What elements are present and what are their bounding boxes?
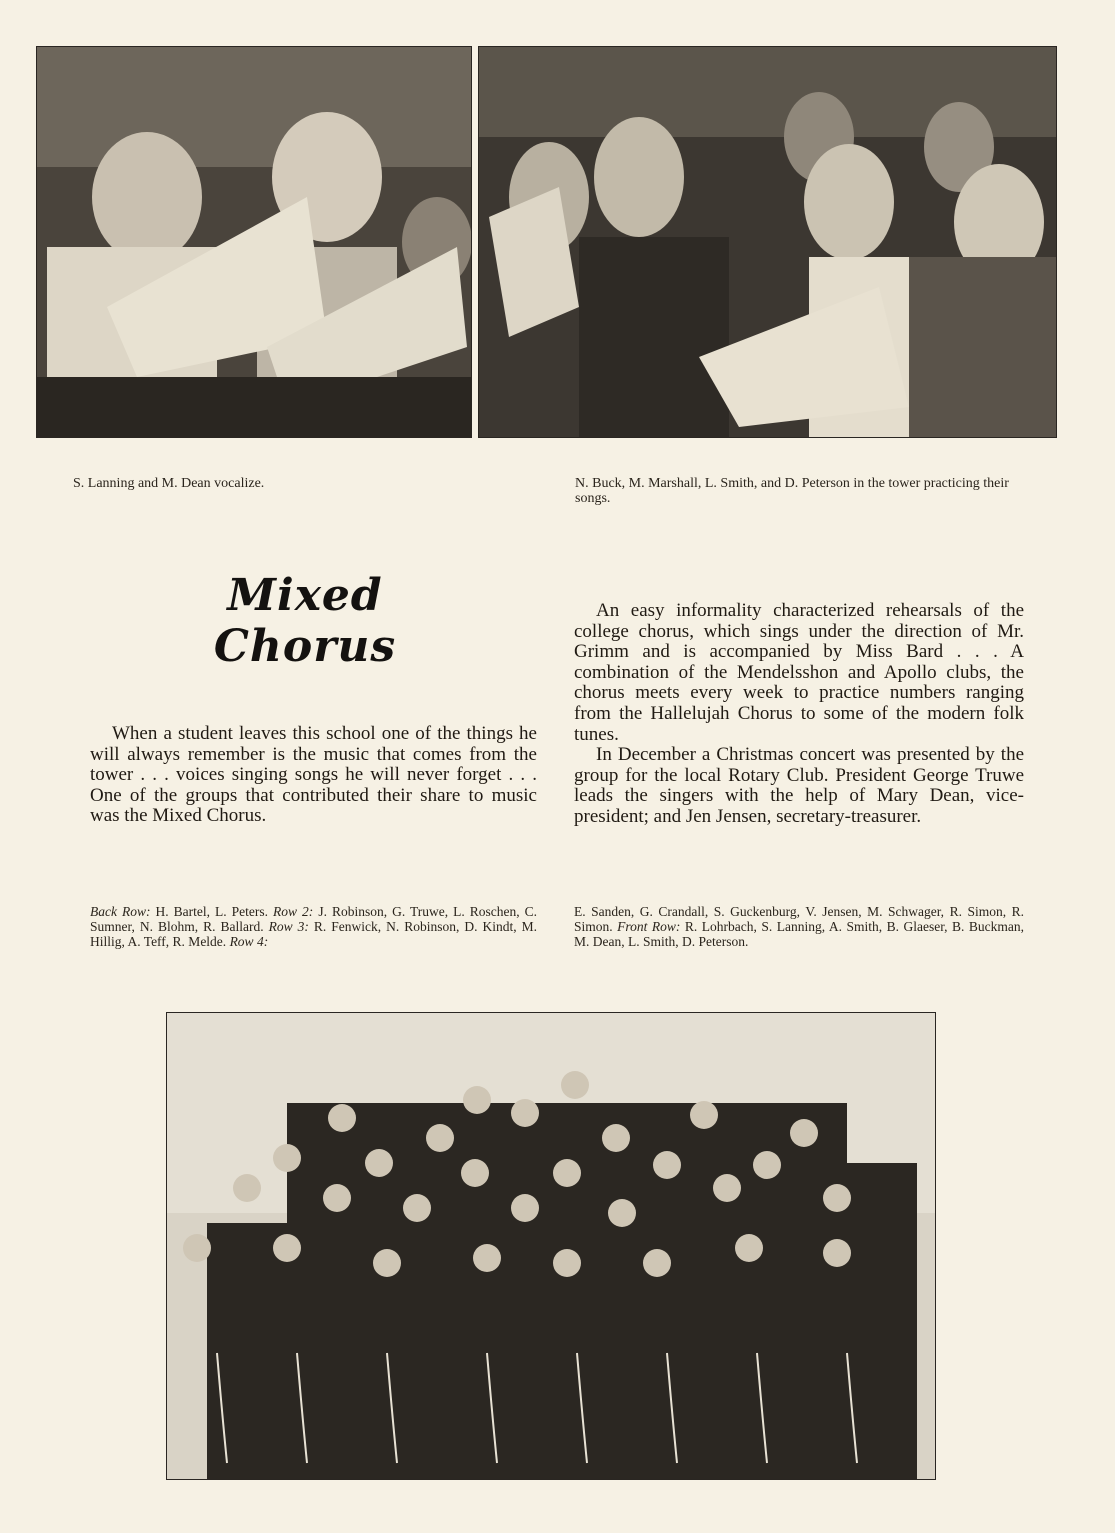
front-row-names: R. Lohrbach, S. Lanning, A. Smith, B. Glaeser, B. Buckman, M. Dean, L. Smith, D. Peterson. bbox=[574, 919, 1025, 949]
intro-text: When a student leaves this school one of the things he will always remember is the music that comes from the tower . . . voices singing songs he will never forget . . . One of the groups that contributed their share to music was the Mixed Chorus. bbox=[90, 723, 537, 827]
photo-lanning-dean bbox=[36, 46, 472, 438]
row2-names: J. Robinson, G. Truwe, L. Roschen, C. Sumner, N. Blohm, R. Ballard. bbox=[90, 904, 538, 934]
row2-label: Row 2: bbox=[273, 904, 314, 919]
caption-lanning-dean: S. Lanning and M. Dean vocalize. bbox=[73, 476, 265, 491]
caption-tower-practice: N. Buck, M. Marshall, L. Smith, and D. Peterson in the tower practicing their songs. bbox=[575, 476, 1009, 506]
description-paragraph-2: In December a Christmas concert was presented by the group for the local Rotary Club. President George Truwe leads the singers with the help of Mary Dean, vice-president; and Jen Jensen, secretary-treasurer. bbox=[574, 744, 1024, 827]
row4-names: E. Sanden, G. Crandall, S. Guckenburg, V. Jensen, M. Schwager, R. Simon, R. Simon. bbox=[574, 904, 1024, 934]
description-paragraphs bbox=[574, 601, 1024, 828]
back-row-names: H. Bartel, L. Peters. bbox=[155, 904, 269, 919]
names-list-right bbox=[574, 904, 1024, 949]
page-title: Mixed Chorus bbox=[213, 570, 397, 672]
intro-paragraph bbox=[90, 724, 537, 827]
row3-names: R. Fenwick, N. Robinson, D. Kindt, M. Hillig, A. Teff, R. Melde. bbox=[90, 919, 538, 949]
names-list-left bbox=[90, 904, 537, 949]
description-paragraph-1: An easy informality characterized rehearsals of the college chorus, which sings under the direction of Mr. Grimm and is accompanied by Miss Bard . . . A combination of the Mendelsshon and Apollo clubs, the chorus meets every week to practice numbers ranging from the Hallelujah Chorus to some of the modern folk tunes. bbox=[574, 600, 1024, 745]
photo-mixed-chorus-group bbox=[166, 1012, 936, 1480]
row4-label: Row 4: bbox=[229, 934, 269, 949]
back-row-label: Back Row: bbox=[90, 904, 151, 919]
row3-label: Row 3: bbox=[268, 919, 309, 934]
front-row-label: Front Row: bbox=[617, 919, 681, 934]
photo-tower-practice bbox=[478, 46, 1057, 438]
